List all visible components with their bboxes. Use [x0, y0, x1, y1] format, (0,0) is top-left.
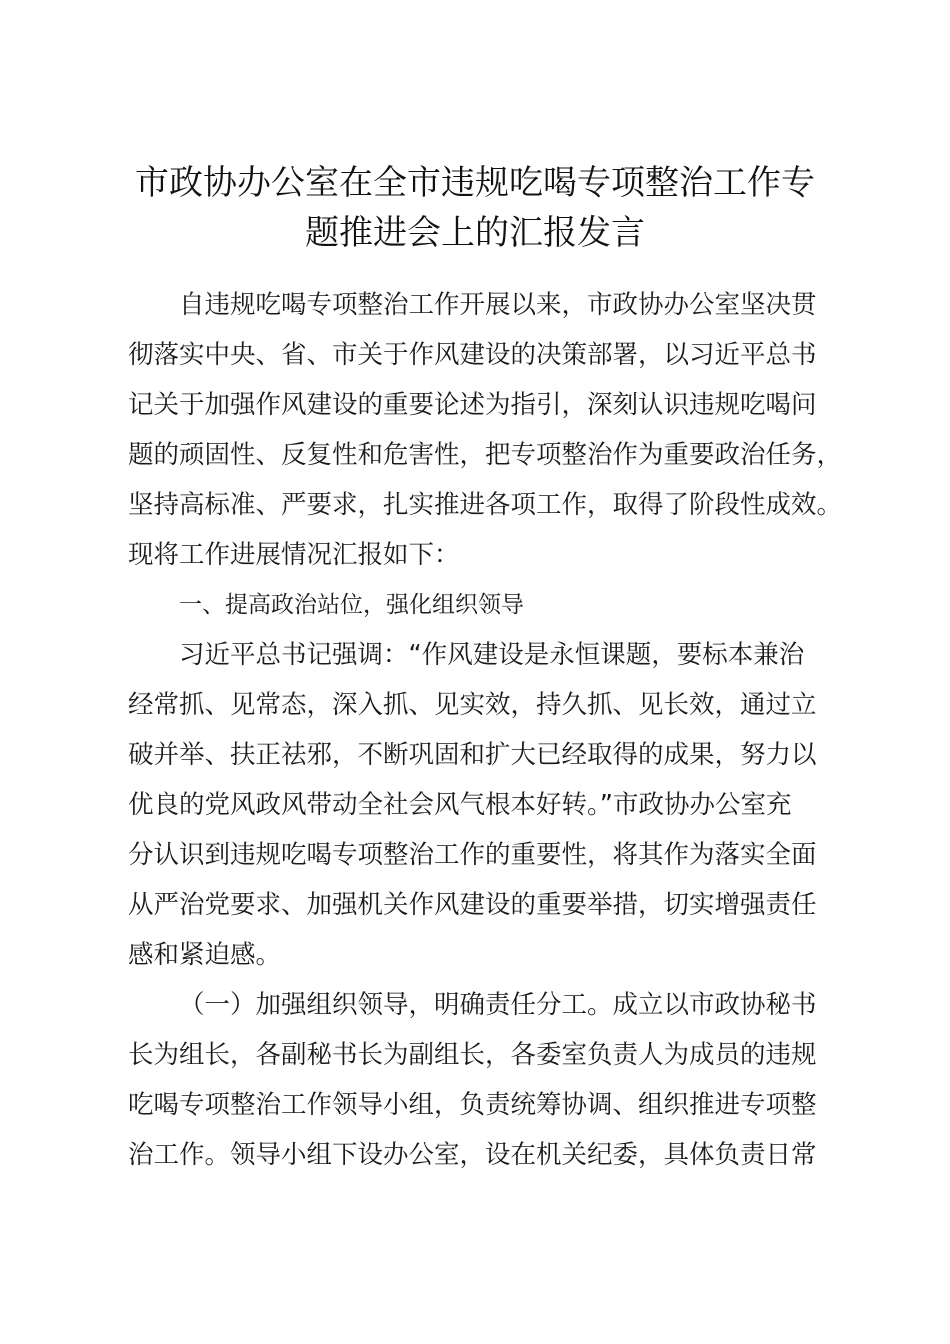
document-body	[128, 280, 848, 1180]
body-text-line: 自违规吃喝专项整治工作开展以来，市政协办公室坚决贯	[179, 290, 817, 320]
body-text-line: 从严治党要求、加强机关作风建设的重要举措，切实增强责任	[128, 890, 817, 920]
document-title-line-1: 市政协办公室在全市违规吃喝专项整治工作专	[135, 163, 815, 203]
body-text-line: 现将工作进展情况汇报如下：	[128, 540, 460, 570]
section-heading: 一、提高政治站位，强化组织领导	[179, 592, 524, 618]
body-text-line: 破并举、扶正祛邪，不断巩固和扩大已经取得的成果，努力以	[128, 740, 817, 770]
body-text-line: 记关于加强作风建设的重要论述为指引，深刻认识违规吃喝问	[128, 390, 817, 420]
body-text-line: 感和紧迫感。	[128, 940, 282, 970]
body-text-line: 坚持高标准、严要求，扎实推进各项工作，取得了阶段性成效。	[128, 490, 843, 520]
body-text-line: 治工作。领导小组下设办公室，设在机关纪委，具体负责日常	[128, 1140, 817, 1170]
body-text-line: 题的顽固性、反复性和危害性，把专项整治作为重要政治任务，	[128, 440, 843, 470]
body-text-line: 习近平总书记强调：“作风建设是永恒课题，要标本兼治	[179, 640, 805, 670]
document-title-line-2: 题推进会上的汇报发言	[305, 213, 645, 253]
body-text-line: （一）加强组织领导，明确责任分工。成立以市政协秘书	[179, 990, 817, 1020]
body-text-line: 吃喝专项整治工作领导小组，负责统筹协调、组织推进专项整	[128, 1090, 817, 1120]
body-text-line: 彻落实中央、省、市关于作风建设的决策部署，以习近平总书	[128, 340, 817, 370]
body-text-line: 优良的党风政风带动全社会风气根本好转。”市政协办公室充	[128, 790, 792, 820]
body-text-line: 分认识到违规吃喝专项整治工作的重要性，将其作为落实全面	[128, 840, 817, 870]
body-text-line: 长为组长，各副秘书长为副组长，各委室负责人为成员的违规	[128, 1040, 817, 1070]
body-text-line: 经常抓、见常态，深入抓、见实效，持久抓、见长效，通过立	[128, 690, 817, 720]
